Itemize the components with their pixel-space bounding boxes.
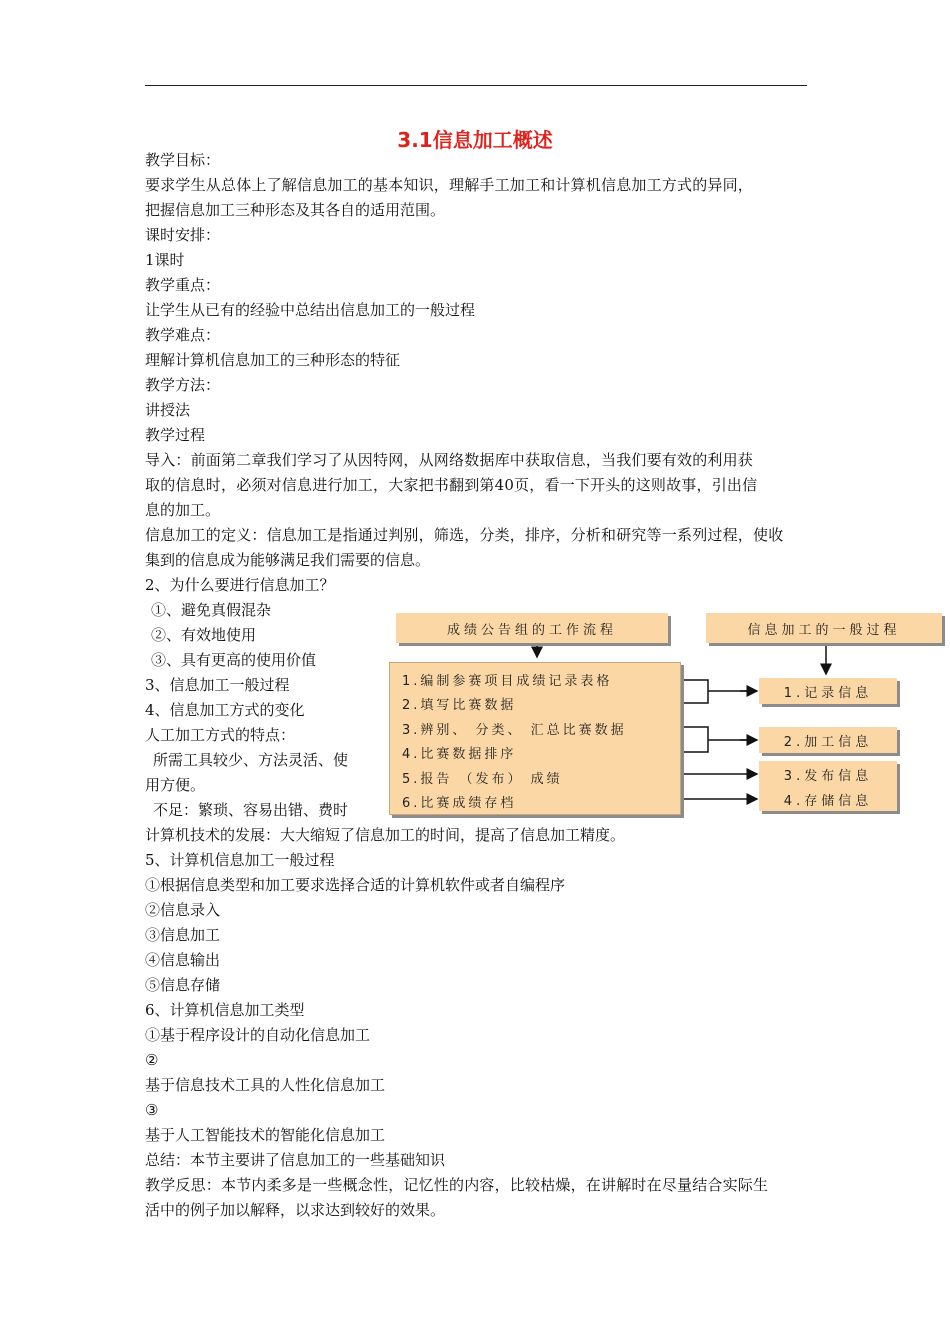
text-line: 要求学生从总体上了解信息加工的基本知识，理解手工加工和计算机信息加工方式的异同， xyxy=(145,176,754,194)
text-line: ③、具有更高的使用价值 xyxy=(151,651,317,669)
text-line: 集到的信息成为能够满足我们需要的信息。 xyxy=(145,551,431,569)
steps-box xyxy=(389,662,681,815)
text-line: 总结：本节主要讲了信息加工的一些基础知识 xyxy=(145,1151,446,1169)
text-line: 讲授法 xyxy=(145,401,191,419)
stage-record: 1.记录信息 xyxy=(759,678,897,704)
step-item: 2.填写比赛数据 xyxy=(402,698,517,713)
text-line: ①、避免真假混杂 xyxy=(151,601,272,619)
text-line: 人工加工方式的特点： xyxy=(145,726,296,744)
text-line: 导入：前面第二章我们学习了从因特网，从网络数据库中获取信息，当我们要有效的利用获 xyxy=(145,451,754,469)
text-line: 不足：繁琐、容易出错、费时 xyxy=(153,801,349,819)
text-line: ⑤信息存储 xyxy=(145,976,221,994)
text-line: 让学生从已有的经验中总结出信息加工的一般过程 xyxy=(145,301,476,319)
text-line: ④信息输出 xyxy=(145,951,221,969)
page-title: 3.1信息加工概述 xyxy=(397,128,553,152)
text-line: 息的加工。 xyxy=(145,501,221,519)
left-header-box: 成绩公告组的工作流程 xyxy=(396,613,668,643)
text-line: 教学反思：本节内柔多是一些概念性，记忆性的内容，比较枯燥，在讲解时在尽量结合实际生 xyxy=(145,1176,769,1194)
text-line: 教学重点： xyxy=(145,276,221,294)
text-line: 教学方法： xyxy=(145,376,221,394)
text-line: ③ xyxy=(145,1101,159,1119)
text-line: 教学过程 xyxy=(145,426,206,444)
text-line: 活中的例子加以解释，以求达到较好的效果。 xyxy=(145,1201,446,1219)
text-line: ②信息录入 xyxy=(145,901,221,919)
text-line: 把握信息加工三种形态及其各自的适用范围。 xyxy=(145,201,446,219)
step-item: 6.比赛成绩存档 xyxy=(402,796,517,811)
text-line: 课时安排： xyxy=(145,226,221,244)
text-line: 计算机技术的发展：大大缩短了信息加工的时间，提高了信息加工精度。 xyxy=(145,826,626,844)
text-line: 所需工具较少、方法灵活、使 xyxy=(153,751,349,769)
text-line: 教学目标： xyxy=(145,151,221,169)
text-line: ①基于程序设计的自动化信息加工 xyxy=(145,1026,371,1044)
text-line: 基于人工智能技术的智能化信息加工 xyxy=(145,1126,386,1144)
step-item: 4.比赛数据排序 xyxy=(402,747,517,762)
step-item: 3.辨别、 分类、 汇总比赛数据 xyxy=(402,723,627,738)
text-line: 理解计算机信息加工的三种形态的特征 xyxy=(145,351,401,369)
text-line: 1课时 xyxy=(145,251,185,269)
text-line: 用方便。 xyxy=(145,776,206,794)
text-line: 教学难点： xyxy=(145,326,221,344)
text-line: 2、为什么要进行信息加工？ xyxy=(145,576,335,594)
step-item: 1.编制参赛项目成绩记录表格 xyxy=(402,674,613,689)
text-line: 5、计算机信息加工一般过程 xyxy=(145,851,335,869)
right-header-box: 信息加工的一般过程 xyxy=(706,613,942,643)
text-line: 取的信息时，必须对信息进行加工，大家把书翻到第40页，看一下开头的这则故事，引出信 xyxy=(145,476,758,494)
text-line: 3、信息加工一般过程 xyxy=(145,676,290,694)
text-line: ①根据信息类型和加工要求选择合适的计算机软件或者自编程序 xyxy=(145,876,566,894)
text-line: ③信息加工 xyxy=(145,926,221,944)
step-item: 5.报告 （发布） 成绩 xyxy=(402,772,563,787)
text-line: 信息加工的定义：信息加工是指通过判别，筛选，分类，排序，分析和研究等一系列过程，使收 xyxy=(145,526,784,544)
stage-store: 4.存储信息 xyxy=(759,787,897,811)
text-line: 基于信息技术工具的人性化信息加工 xyxy=(145,1076,386,1094)
text-line: ②、有效地使用 xyxy=(151,626,257,644)
stage-process: 2.加工信息 xyxy=(759,727,897,753)
text-line: 6、计算机信息加工类型 xyxy=(145,1001,305,1019)
stage-publish: 3.发布信息 xyxy=(759,761,897,787)
text-line: ② xyxy=(145,1051,159,1069)
text-line: 4、信息加工方式的变化 xyxy=(145,701,305,719)
